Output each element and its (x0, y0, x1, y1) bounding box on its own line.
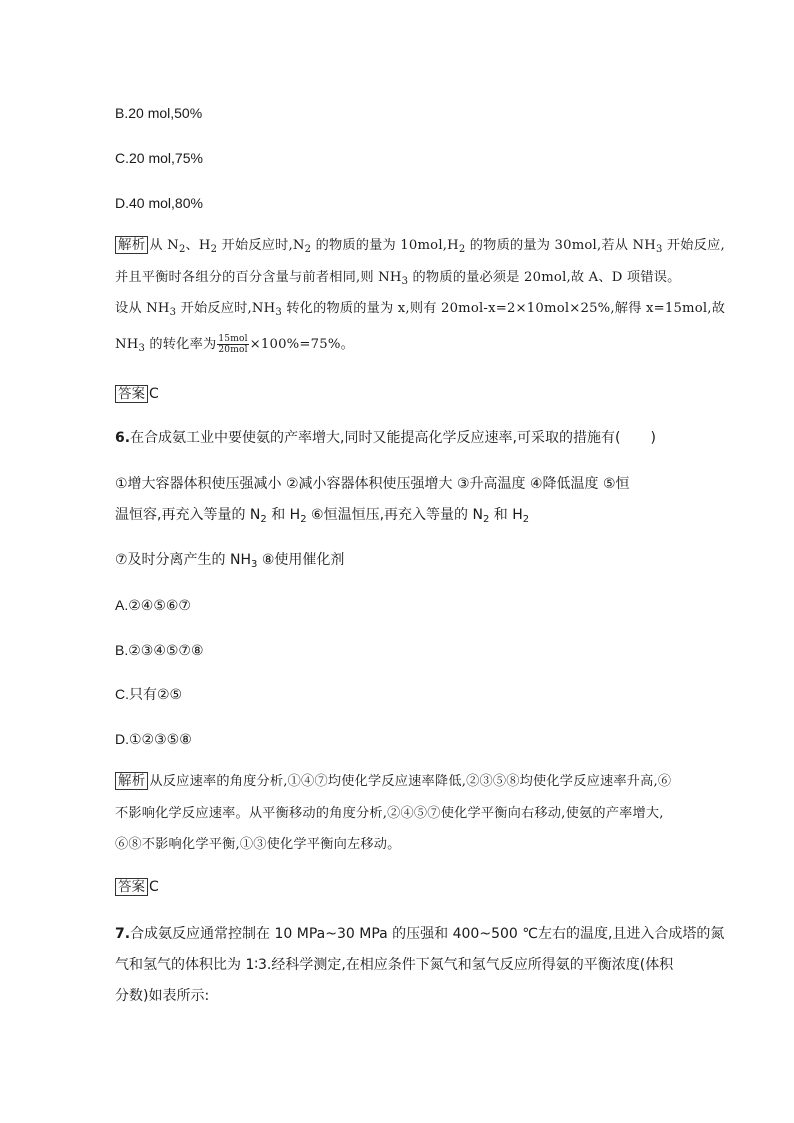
q6-stem: 6.在合成氨工业中要使氨的产率增大,同时又能提高化学反应速率,可采取的措施有( ) (115, 430, 656, 446)
q7-stem-line-2: 气和氢气的体积比为 1∶3.经科学测定,在相应条件下氮气和氢气反应所得氨的平衡浓度(体积 (115, 957, 674, 973)
q6-option-c: C.只有②⑤ (115, 686, 183, 702)
q6-measures-line-2: 温恒容,再充入等量的 $N_2$ 和 $H_2$ ⑥恒温恒压,再充入等量的 $N_2$ 和 $H_2$ (115, 507, 530, 525)
question-number: 6. (115, 430, 131, 446)
q5-answer (115, 384, 159, 404)
answer-label: 答案 (115, 878, 148, 896)
q6-option-b: B.②③④⑤⑦⑧ (115, 642, 204, 658)
answer-value: C (149, 386, 159, 402)
q6-analysis-line-1: 解析 从反应速率的角度分析,①④⑦均使化学反应速率降低,②③⑤⑧均使化学反应速率升高,⑥ (115, 772, 671, 792)
answer-value: C (149, 879, 159, 895)
q6-measures-line-1: ①增大容器体积使压强减小 ②减小容器体积使压强增大 ③升高温度 ④降低温度 ⑤恒 (115, 476, 630, 492)
q5-analysis-line-3: 设从 $NH_3$ 开始反应时$,NH_3$ 转化的物质的量为 x,则有 20mol-x=2×10mol×25%,解得 x=15mol,故 (115, 301, 726, 318)
q6-analysis-line-3: ⑥⑧不影响化学平衡,①③使化学平衡向左移动。 (115, 837, 401, 852)
q5-analysis-line-1: 解析 从 $N_2$、$H_2$ 开始反应时$,N_2$ 的物质的量为 $10mol,H_2$ 的物质的量为 30mol,若从 $NH_3$ 开始反应, (115, 236, 725, 256)
q6-measures-line-3: ⑦及时分离产生的 $NH_3$ ⑧使用催化剂 (115, 552, 345, 570)
q7-stem-line-1: 7.合成氨反应通常控制在 10 MPa~30 MPa 的压强和 400~500 ℃左右的温度,且进入合成塔的氮 (115, 926, 725, 942)
q5-option-d: D.40 mol,80% (115, 195, 203, 211)
q6-answer (115, 877, 159, 897)
analysis-label: 解析 (115, 236, 148, 254)
q5-analysis-line-2: 并且平衡时各组分的百分含量与前者相同,则 $NH_3$ 的物质的量必须是 20mol,故 A、D 项错误。 (115, 270, 681, 287)
q5-analysis-line-4: $NH_3$ 的转化率为 $\frac{\text{15mol}}{\text{20mol}}$ ×100%=75%。 (115, 334, 354, 355)
q5-option-b: B.20 mol,50% (115, 105, 203, 121)
conversion-fraction: $\frac{\text{15mol}}{\text{20mol}}$ (218, 334, 248, 355)
q5-option-c: C.20 mol,75% (115, 150, 203, 166)
question-number: 7. (115, 926, 131, 942)
q6-option-d: D.①②③⑤⑧ (115, 731, 192, 747)
analysis-label: 解析 (115, 772, 148, 790)
q7-stem-line-3: 分数)如表所示: (115, 988, 210, 1004)
q6-option-a: A.②④⑤⑥⑦ (115, 597, 191, 613)
q6-analysis-line-2: 不影响化学反应速率。从平衡移动的角度分析,②④⑤⑦使化学平衡向右移动,使氨的产率增大, (115, 806, 664, 821)
answer-label: 答案 (115, 385, 148, 403)
